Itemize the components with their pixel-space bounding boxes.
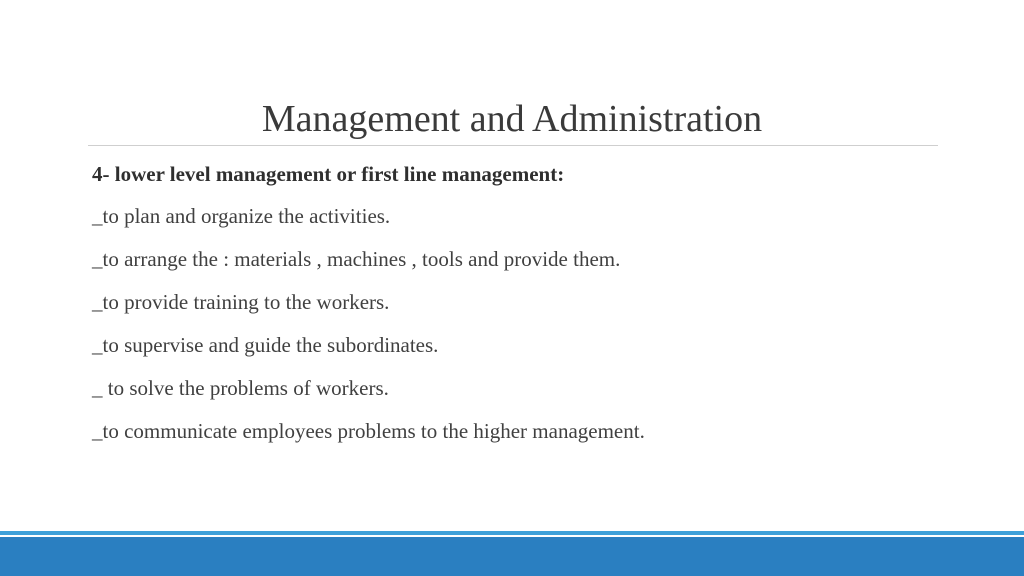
footer-accent-line: [0, 531, 1024, 535]
list-item: _to plan and organize the activities.: [92, 204, 391, 228]
footer-bar: [0, 537, 1024, 576]
section-heading: 4- lower level management or first line management:: [92, 162, 565, 186]
list-item: _to communicate employees problems to the higher management.: [92, 419, 645, 443]
slide-body: [92, 153, 972, 453]
title-divider: [88, 145, 938, 146]
list-item: _to provide training to the workers.: [92, 290, 390, 314]
list-item: _ to solve the problems of workers.: [92, 376, 389, 400]
slide-title: Management and Administration: [261, 98, 763, 140]
list-item: _to arrange the : materials , machines , tools and provide them.: [92, 247, 621, 271]
list-item: _to supervise and guide the subordinates.: [92, 333, 439, 357]
